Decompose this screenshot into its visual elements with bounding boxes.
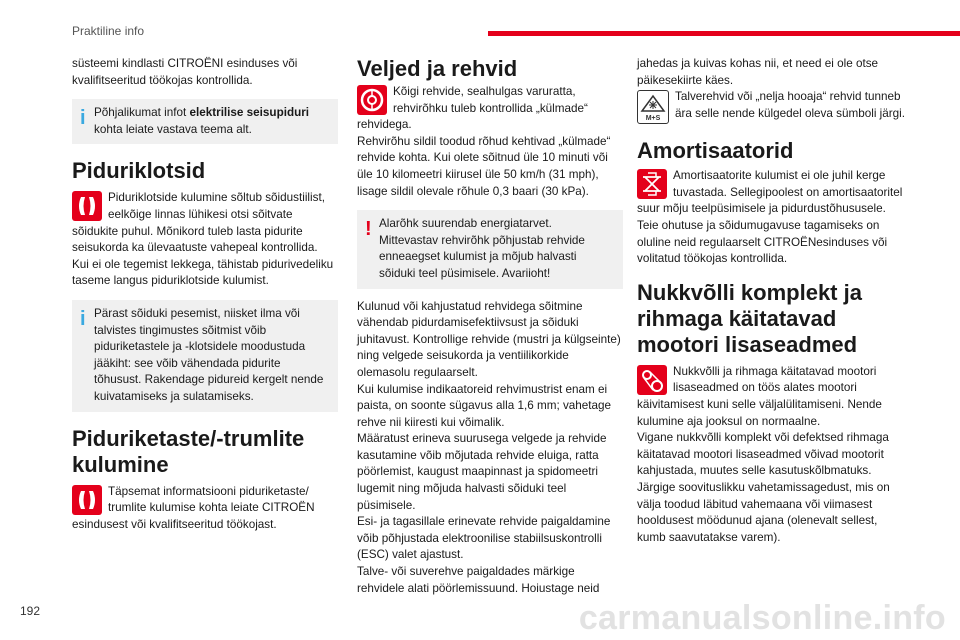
- info-icon: i: [80, 107, 86, 130]
- wheels-text-2: Rehvirõhu sildil toodud rõhud kehtivad „külmade“ rehvide kohta. Kui olete sõitnud üle 10 minuti või üle 10 kilomeetri kiirusel üle 50 km/h (31 mph), lisage sildil olevale rõhule 0,3 baari (30 kPa).: [357, 134, 611, 198]
- snowflake-mountain-icon: [637, 90, 669, 124]
- info-note-parking-brake: [72, 99, 338, 144]
- info-note-washing-text: Pärast sõiduki pesemist, niisket ilma või talvistes tingimustes sõitmist võib piduriketastele ja -klotsidele moodustuda jääkiht: see võib vähendada pidurite tõhusust. Rakendage pidureid kergelt nende kuivatamiseks ja sulatamiseks.: [94, 306, 324, 403]
- disc-wear-section: [72, 484, 338, 534]
- winter-tyres-section: [637, 89, 907, 126]
- info-icon: i: [80, 307, 86, 330]
- camshaft-section: [637, 364, 907, 547]
- brake-pads-section: [72, 190, 338, 290]
- svg-text:M+S: M+S: [645, 115, 661, 123]
- heading-disc-wear: Piduriketaste/-trumlite kulumine: [72, 425, 305, 477]
- shocks-section: [637, 168, 907, 268]
- timing-belt-icon: [637, 365, 667, 395]
- heading-shock-absorbers: Amortisaatorid: [637, 138, 794, 164]
- column-1: [72, 56, 338, 533]
- body-text-1: Kulunud või kahjustatud rehvidega sõitmine vähendab pidurdamisefektiivsust ja sõiduki juhitavust. Kontrollige rehvide (mustri ja külgseinte) ning velgede seisukorda ja ventiilikorkide olemasolu regulaarselt.: [357, 299, 621, 379]
- heading-brake-pads: Piduriklotsid: [72, 158, 206, 184]
- brake-pads-text: Piduriklotside kulumine sõltub sõidustiilist, eelkõige linnas lühikesi otsi sõitvate sõidukite puhul. Mõnikord tuleb lasta pidurite seisukorda ka ülevaatuste vahepeal kontrollida.: [72, 191, 325, 255]
- info-note-washing: [72, 300, 338, 412]
- continued-text: jahedas ja kuivas kohas nii, et need ei ole otse päikesekiirte käes.: [637, 57, 879, 87]
- info-note-pre: Põhjalikumat infot: [94, 106, 190, 120]
- shocks-text: Amortisaatorite kulumist ei ole juhil kerge tuvastada. Sellegipoolest on amortisaatoritel suur mõju teelpüsimisele ja pidurdustõhususele.: [637, 169, 903, 216]
- shock-absorber-icon: [637, 169, 667, 199]
- disc-wear-text: Täpsemat informatsiooni piduriketaste/ trumlite kulumise kohta leiate CITROËN esindusest või kvalifitseeritud töökojast.: [72, 484, 315, 531]
- tyre-pressure-icon: [357, 85, 387, 115]
- running-title: Praktiline info: [72, 24, 145, 38]
- watermark: carmanualsonline.info: [578, 599, 946, 637]
- wheels-section: [357, 84, 623, 200]
- page-number: 192: [20, 604, 41, 618]
- shocks-text-2: Teie ohutuse ja sõidumugavuse tagamiseks on oluline neid regulaarselt CITROËNesinduses või volitatud töökojas kontrollida.: [637, 218, 888, 266]
- info-note-post: kohta leiate vastava teema alt.: [94, 122, 252, 136]
- warning-note-text: Alarõhk suurendab energiatarvet. Mittevastav rehvirõhk põhjustab rehvide enneaegset kulumist ja mõjub halvasti sõiduki teel püsimisele. Avariioht!: [379, 217, 585, 280]
- heading-wheels-tyres: Veljed ja rehvid: [357, 56, 518, 81]
- brake-pad-icon: [72, 191, 102, 221]
- warning-note-pressure: [357, 210, 623, 288]
- body-text-2: Kui kulumise indikaatoreid rehvimustrist enam ei paista, on soonte sügavus alla 1,6 mm; vahetage rehve nii kiiresti kui võimalik.: [357, 382, 612, 429]
- body-text-4: Esi- ja tagasillale erinevate rehvide paigaldamine võib põhjustada elektroonilise stabiilsuskontrolli (ESC) valet ajastust.: [357, 515, 611, 562]
- heading-camshaft: Nukkvõlli komplekt ja rihmaga käitatavad mootori lisaseadmed: [637, 279, 862, 357]
- wheels-text: Kõigi rehvide, sealhulgas varuratta, rehvirõhku tuleb kontrollida „külmade“ rehvidega.: [357, 85, 588, 132]
- column-2: [357, 56, 623, 597]
- camshaft-text-3: Järgige soovituslikku vahetamissagedust, mis on välja toodud läbitud vahemaana või viimasest hooldusest möödunud ajana (olenevalt sellest, kumb saavutatakse varem).: [637, 480, 890, 544]
- brake-pad-icon: [72, 485, 102, 515]
- intro-text: süsteemi kindlasti CITROËNI esinduses või kvalifitseeritud töökojas kontrollida.: [72, 57, 298, 87]
- brake-pads-text-2: Kui ei ole tegemist lekkega, tähistab pidurivedeliku taseme langus piduriklotside kulumist.: [72, 257, 334, 288]
- body-text-5: Talve- või suverehve paigaldades märkige rehvidele alati pöörlemissuund. Hoiustage neid: [357, 565, 600, 595]
- header-accent-bar: [488, 31, 960, 36]
- winter-tyres-text: Talverehvid või „nelja hooaja“ rehvid tunneb ära selle nende külgedel oleva sümboli järgi.: [675, 90, 905, 120]
- warning-icon: !: [365, 218, 372, 241]
- column-3: [637, 56, 907, 546]
- camshaft-text: Nukkvõlli ja rihmaga käitatavad mootori lisaseadmed on töös alates mootori käivitamisest kuni selle väljalülitamiseni. Nende kulumine aja jooksul on normaalne.: [637, 364, 882, 428]
- body-text-3: Määratust erineva suurusega velgede ja rehvide kasutamine võib mõjutada rehvide eluiga, ratta pöörlemist, kaugust maapinnast ja spidomeetri lugemit ning mõjuda halvasti sõiduki teel püsimisele.: [357, 432, 607, 512]
- camshaft-text-2: Vigane nukkvõlli komplekt või defektsed rihmaga käitatavad mootori lisaseadmed võivad mootorit kahjustada, muutes selle kasutuskõlbmatuks.: [637, 431, 889, 478]
- info-note-bold: elektrilise seisupiduri: [189, 106, 310, 120]
